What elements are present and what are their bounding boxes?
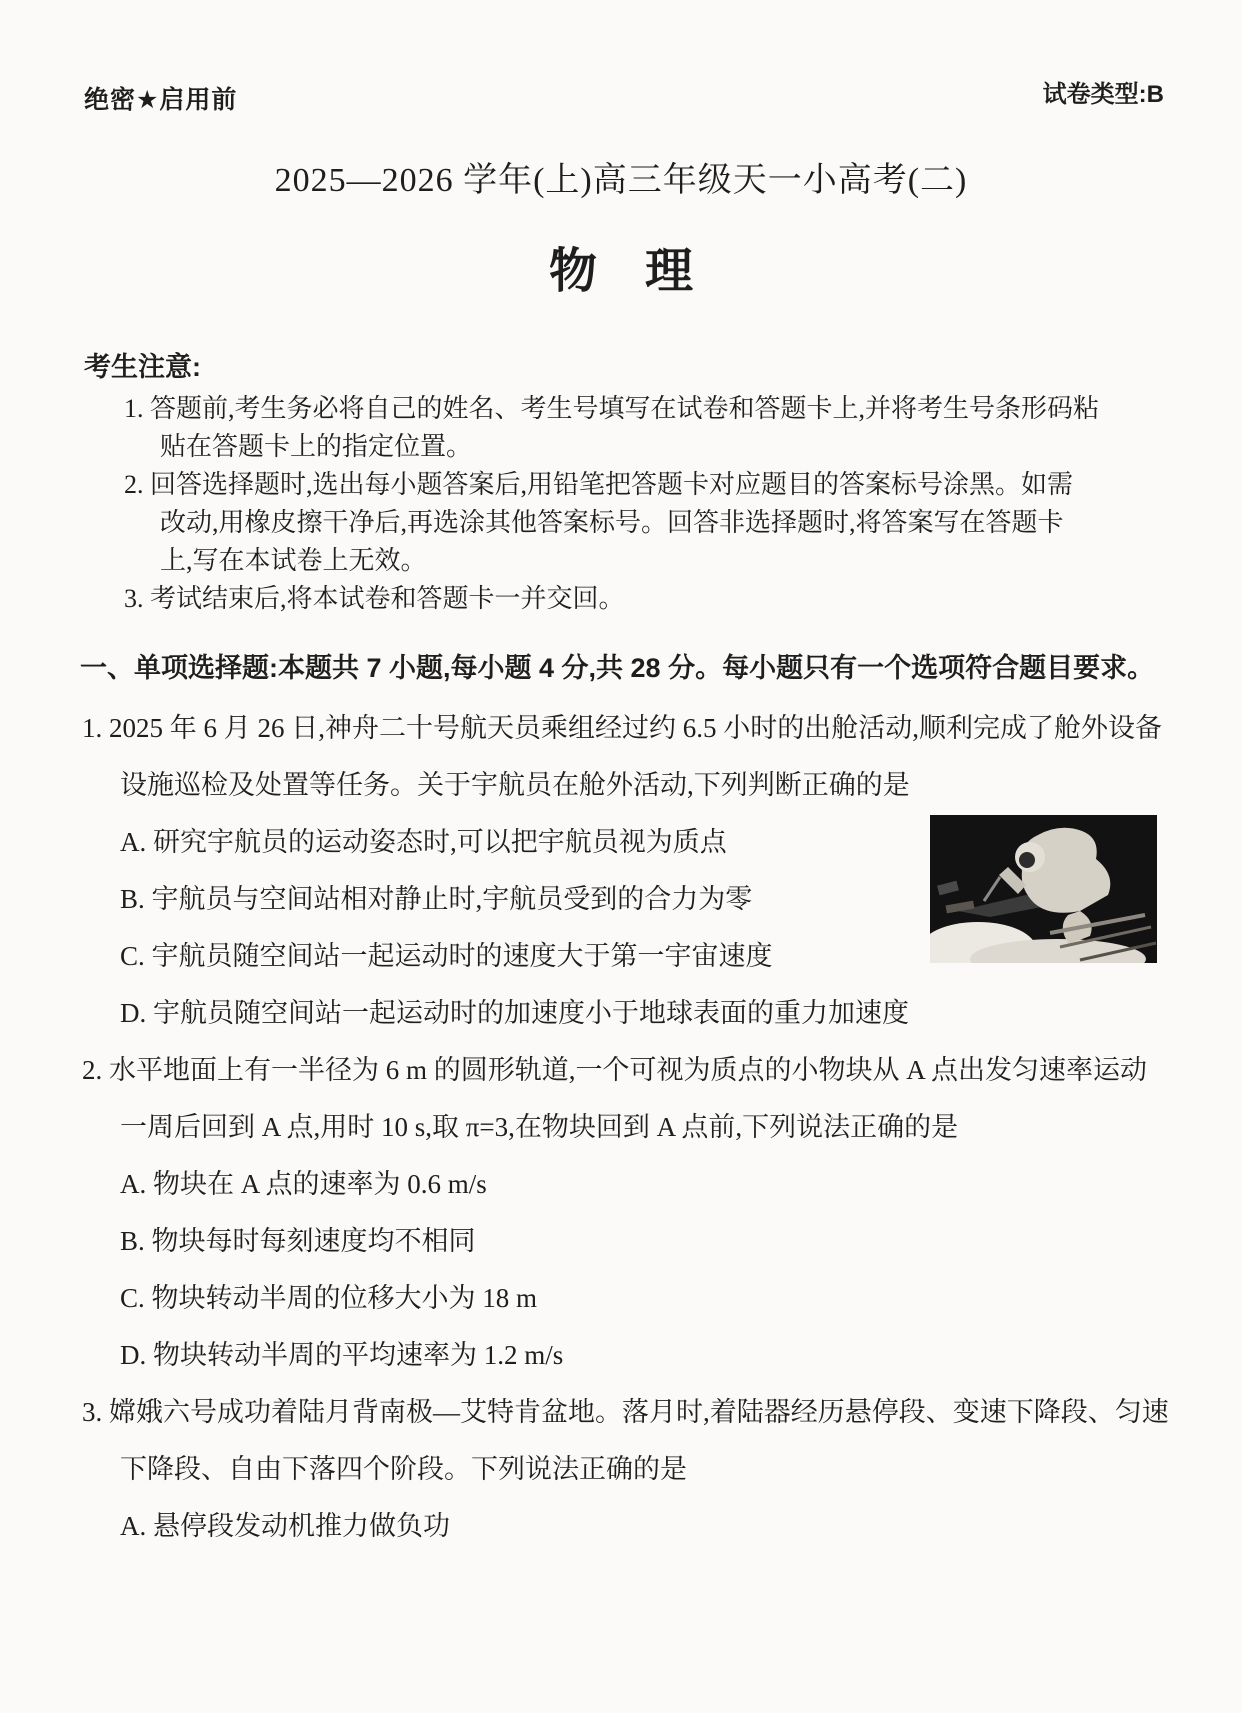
candidate-notice-block	[84, 348, 1099, 618]
astronaut-eva-photo	[930, 815, 1157, 963]
question-2-option-a: A. 物块在 A 点的速率为 0.6 m/s	[120, 1169, 487, 1199]
question-1-stem: 1. 2025 年 6 月 26 日,神舟二十号航天员乘组经过约 6.5 小时的出舱活动,顺利完成了舱外设备	[82, 713, 1162, 743]
notice-line: 上,写在本试卷上无效。	[160, 546, 427, 575]
question-1-option-c: C. 宇航员随空间站一起运动时的速度大于第一宇宙速度	[120, 941, 773, 971]
section-one-heading: 一、单项选择题:本题共 7 小题,每小题 4 分,共 28 分。每小题只有一个选项符合题目要求。	[80, 653, 1155, 683]
question-1-stem: 设施巡检及处置等任务。关于宇航员在舱外活动,下列判断正确的是	[120, 770, 910, 800]
question-3-option-a: A. 悬停段发动机推力做负功	[120, 1511, 450, 1541]
security-classification-label: 绝密★启用前	[84, 86, 238, 114]
exam-title: 2025—2026 学年(上)高三年级天一小高考(二)	[274, 162, 968, 199]
question-1-option-b: B. 宇航员与空间站相对静止时,宇航员受到的合力为零	[120, 884, 753, 914]
question-1-option-a: A. 研究宇航员的运动姿态时,可以把宇航员视为质点	[120, 827, 727, 857]
question-2-option-b: B. 物块每时每刻速度均不相同	[120, 1226, 476, 1256]
notice-line: 改动,用橡皮擦干净后,再选涂其他答案标号。回答非选择题时,将答案写在答题卡	[160, 508, 1064, 537]
notice-heading: 考生注意:	[84, 352, 201, 382]
question-2-option-c: C. 物块转动半周的位移大小为 18 m	[120, 1283, 538, 1313]
notice-line: 2. 回答选择题时,选出每小题答案后,用铅笔把答题卡对应题目的答案标号涂黑。如需	[124, 470, 1074, 499]
notice-line: 贴在答题卡上的指定位置。	[160, 432, 473, 461]
question-2-stem: 2. 水平地面上有一半径为 6 m 的圆形轨道,一个可视为质点的小物块从 A 点出发匀速率运动	[82, 1055, 1148, 1085]
question-2-stem: 一周后回到 A 点,用时 10 s,取 π=3,在物块回到 A 点前,下列说法正确的是	[120, 1112, 959, 1142]
subject-title: 物 理	[548, 245, 693, 298]
question-3-stem: 下降段、自由下落四个阶段。下列说法正确的是	[120, 1454, 687, 1484]
notice-line: 3. 考试结束后,将本试卷和答题卡一并交回。	[124, 584, 625, 613]
question-3-stem: 3. 嫦娥六号成功着陆月背南极—艾特肯盆地。落月时,着陆器经历悬停段、变速下降段、匀速	[82, 1397, 1169, 1427]
question-2-option-d: D. 物块转动半周的平均速率为 1.2 m/s	[120, 1340, 564, 1370]
notice-line: 1. 答题前,考生务必将自己的姓名、考生号填写在试卷和答题卡上,并将考生号条形码粘	[124, 394, 1100, 423]
question-1-option-d: D. 宇航员随空间站一起运动时的加速度小于地球表面的重力加速度	[120, 998, 909, 1028]
paper-type-label: 试卷类型:B	[1042, 81, 1164, 108]
